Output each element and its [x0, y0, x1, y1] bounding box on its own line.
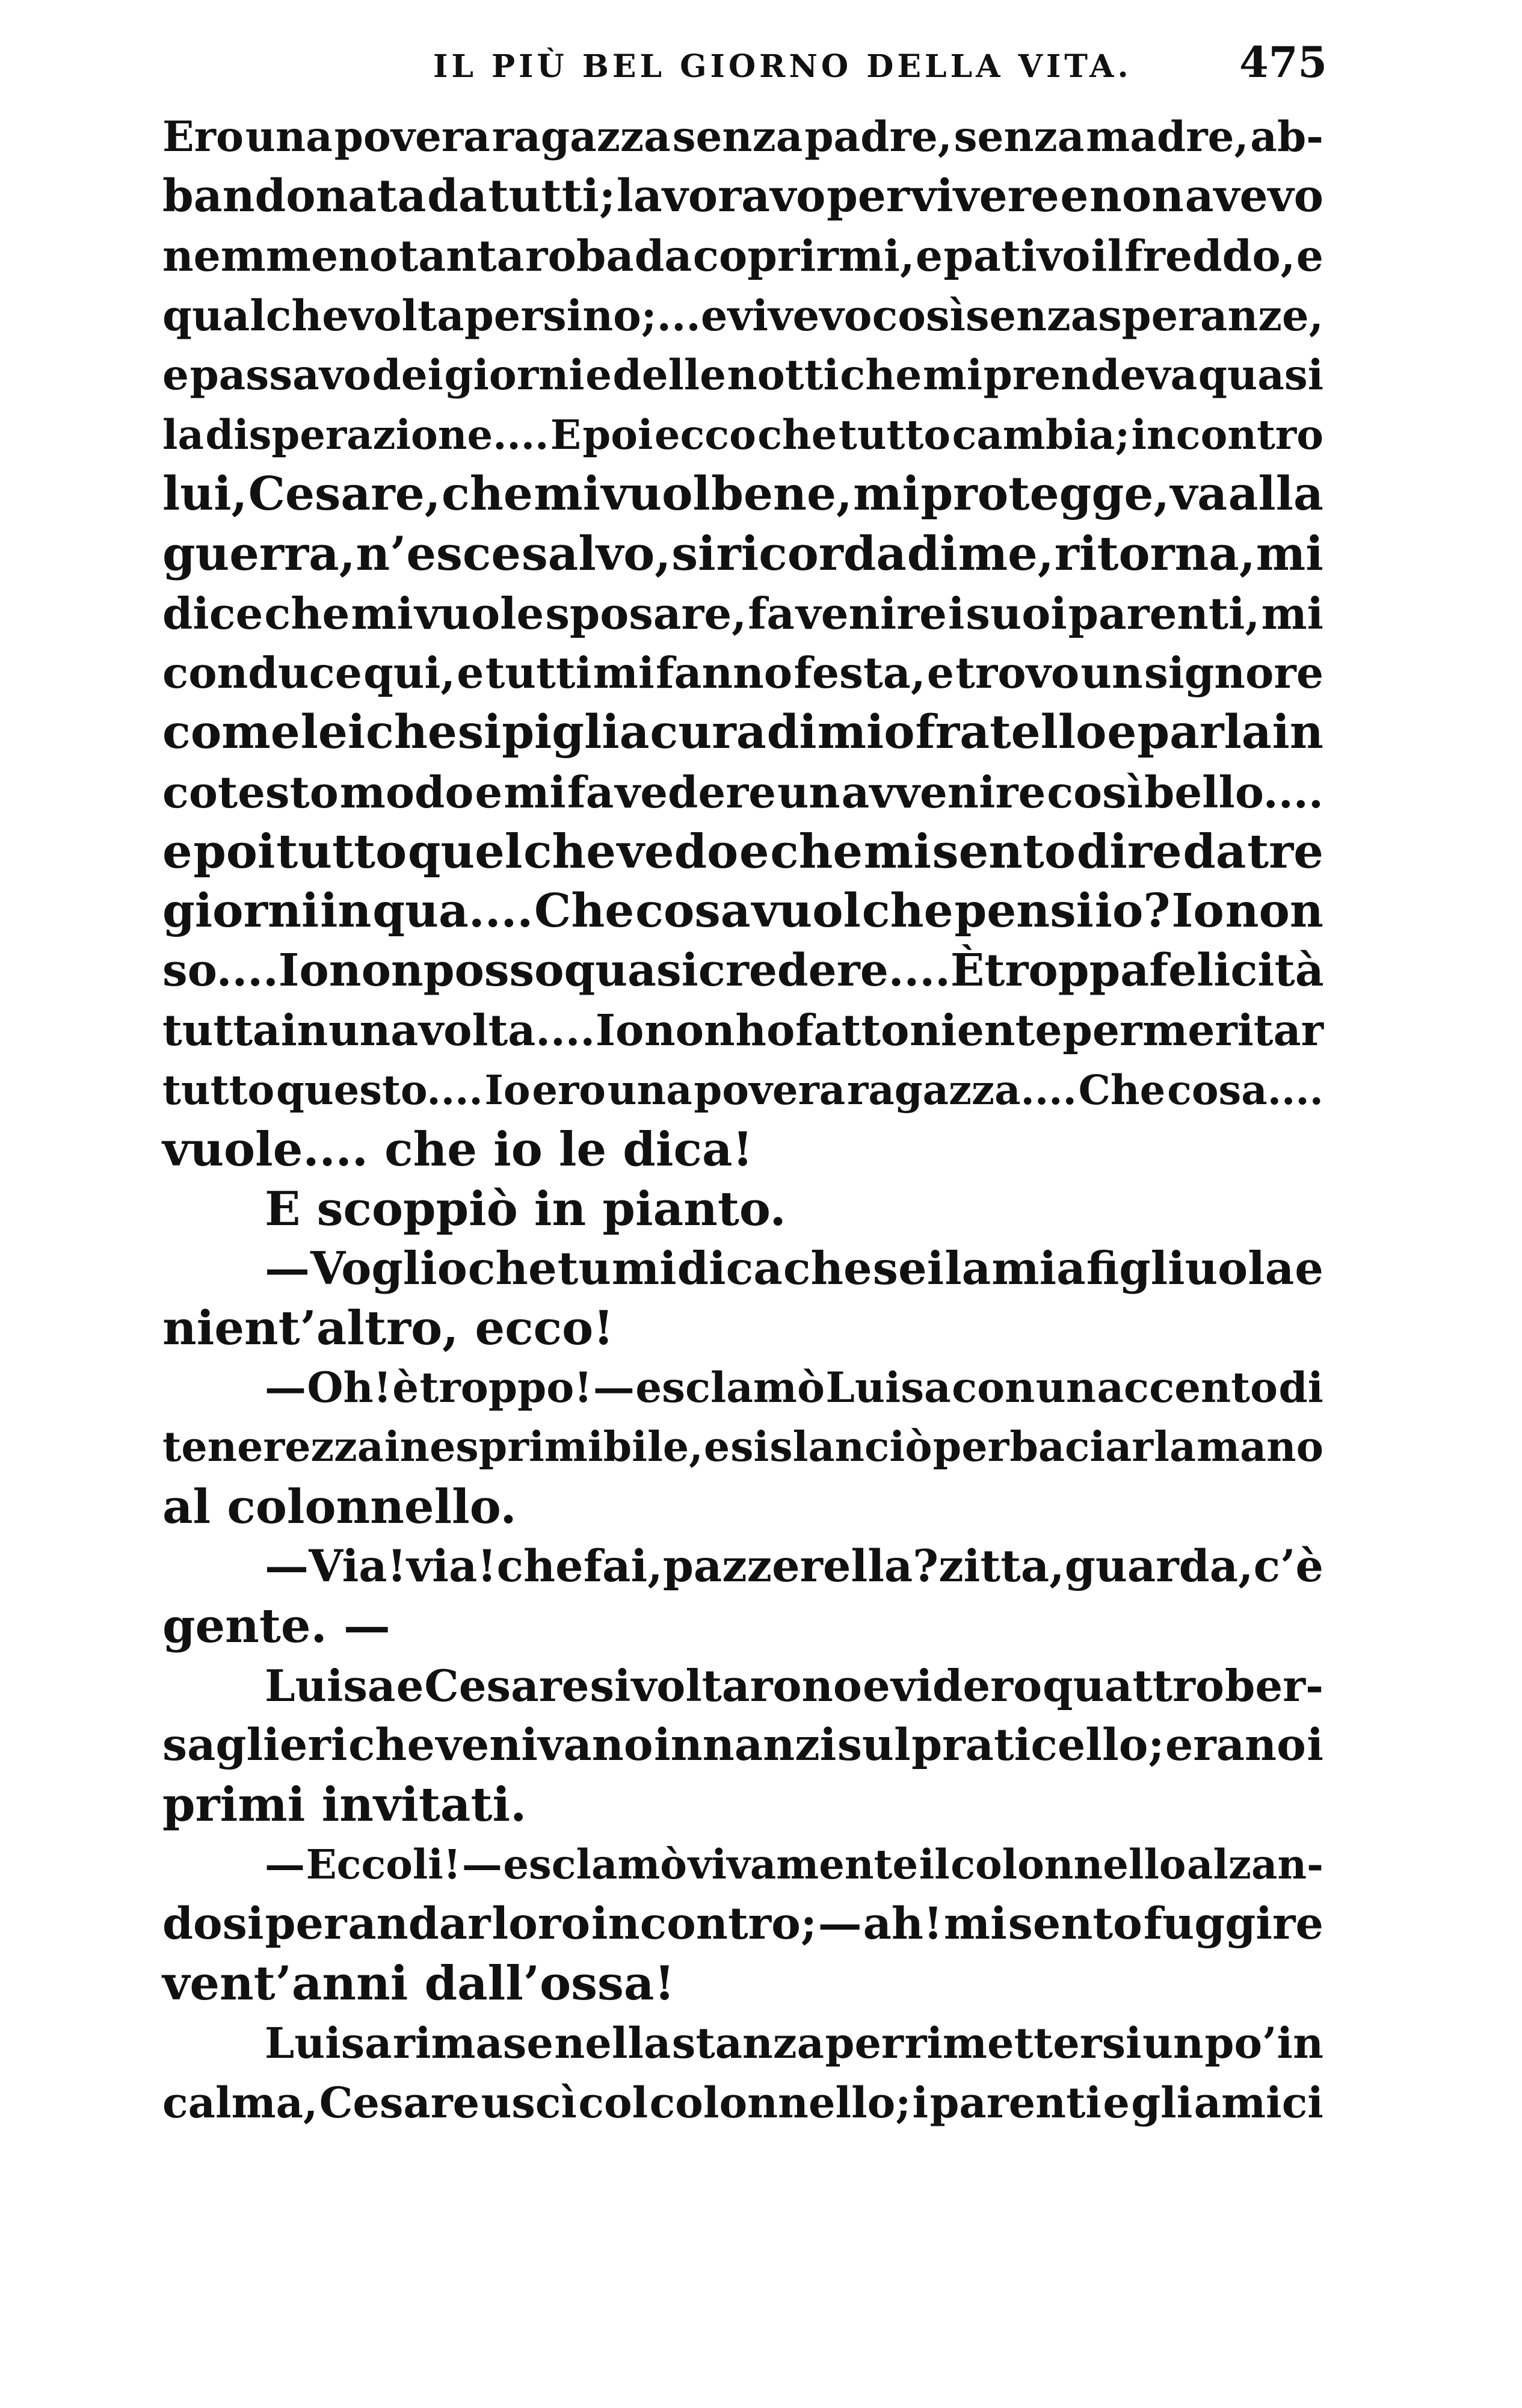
- text-line: conduce qui, e tutti mi fanno festa, e trovo un signore: [162, 647, 1323, 698]
- page-number: 475: [1239, 37, 1328, 87]
- text-line: E scoppiò in pianto.: [265, 1182, 786, 1236]
- text-line: tutta in una volta.... Io non ho fatto niente per meritar: [162, 1005, 1323, 1055]
- text-line: giorni in qua.... Che cosa vuol che pensi io? Io non: [162, 884, 1323, 938]
- text-line: bandonata da tutti; lavoravo per vivere e non avevo: [162, 170, 1323, 222]
- text-line: guerra, n’esce salvo, si ricorda di me, ritorna, mi: [162, 526, 1323, 581]
- text-line: lui, Cesare, che mi vuol bene, mi protegge, va alla: [162, 467, 1323, 521]
- text-line: — Via! via! che fai, pazzerella? zitta, guarda, c’è: [265, 1540, 1323, 1592]
- text-line: e passavo dei giorni e delle notti che mi prendeva quasi: [162, 351, 1323, 400]
- text-line: tutto questo.... Io ero una povera ragazza.... Che cosa....: [162, 1066, 1323, 1114]
- text-line: dosi per andar loro incontro; — ah! mi sento fuggire: [162, 1898, 1323, 1950]
- text-line: calma, Cesare uscì col colonnello; i parenti e gli amici: [162, 2078, 1323, 2128]
- text-line: — Voglio che tu mi dica che sei la mia figliuola e: [265, 1242, 1323, 1295]
- text-line: gente. —: [162, 1599, 390, 1653]
- text-line: — Eccoli! — esclamò vivamente il colonnello alzan-: [265, 1841, 1323, 1888]
- running-head: IL PIÙ BEL GIORNO DELLA VITA.: [433, 48, 1132, 85]
- text-line: al colonnello.: [162, 1480, 517, 1534]
- text-line: vent’anni dall’ossa!: [162, 1956, 675, 2011]
- text-line: — Oh! è troppo! — esclamò Luisa con un accento di: [265, 1363, 1323, 1412]
- text-line: dice che mi vuole sposare, fa venire i suoi parenti, mi: [162, 588, 1323, 639]
- text-line: qualche volta persino;... e vivevo così senza speranze,: [162, 291, 1323, 341]
- text-line: la disperazione.... E poi ecco che tutto cambia; incontro: [162, 411, 1323, 458]
- text-line: Ero una povera ragazza senza padre, senza madre, ab-: [162, 113, 1323, 161]
- text-line: tenerezza inesprimibile, e si slanciò per baciar la mano: [162, 1423, 1323, 1471]
- text-line: e poi tutto quel che vedo e che mi sento dire da tre: [162, 824, 1323, 879]
- text-line: saglieri che venivano innanzi sul praticello; erano i: [162, 1719, 1323, 1771]
- text-line: cotesto modo e mi fa vedere un avvenire così bello....: [162, 767, 1323, 818]
- text-line: nemmeno tanta roba da coprirmi, e pativo il freddo, e: [162, 230, 1323, 281]
- text-line: so.... Io non posso quasi credere.... È troppa felicità: [162, 945, 1324, 996]
- body-text: [162, 107, 1323, 2132]
- text-line: come lei che si piglia cura di mio fratello e parla in: [162, 705, 1323, 759]
- text-line: primi invitati.: [162, 1777, 527, 1832]
- text-line: vuole.... che io le dica!: [162, 1122, 753, 1177]
- text-line: Luisa e Cesare si voltarono e videro quattro ber-: [265, 1660, 1323, 1711]
- text-line: Luisa rimase nella stanza per rimettersi un po’in: [265, 2018, 1323, 2068]
- text-line: nient’altro, ecco!: [162, 1301, 614, 1356]
